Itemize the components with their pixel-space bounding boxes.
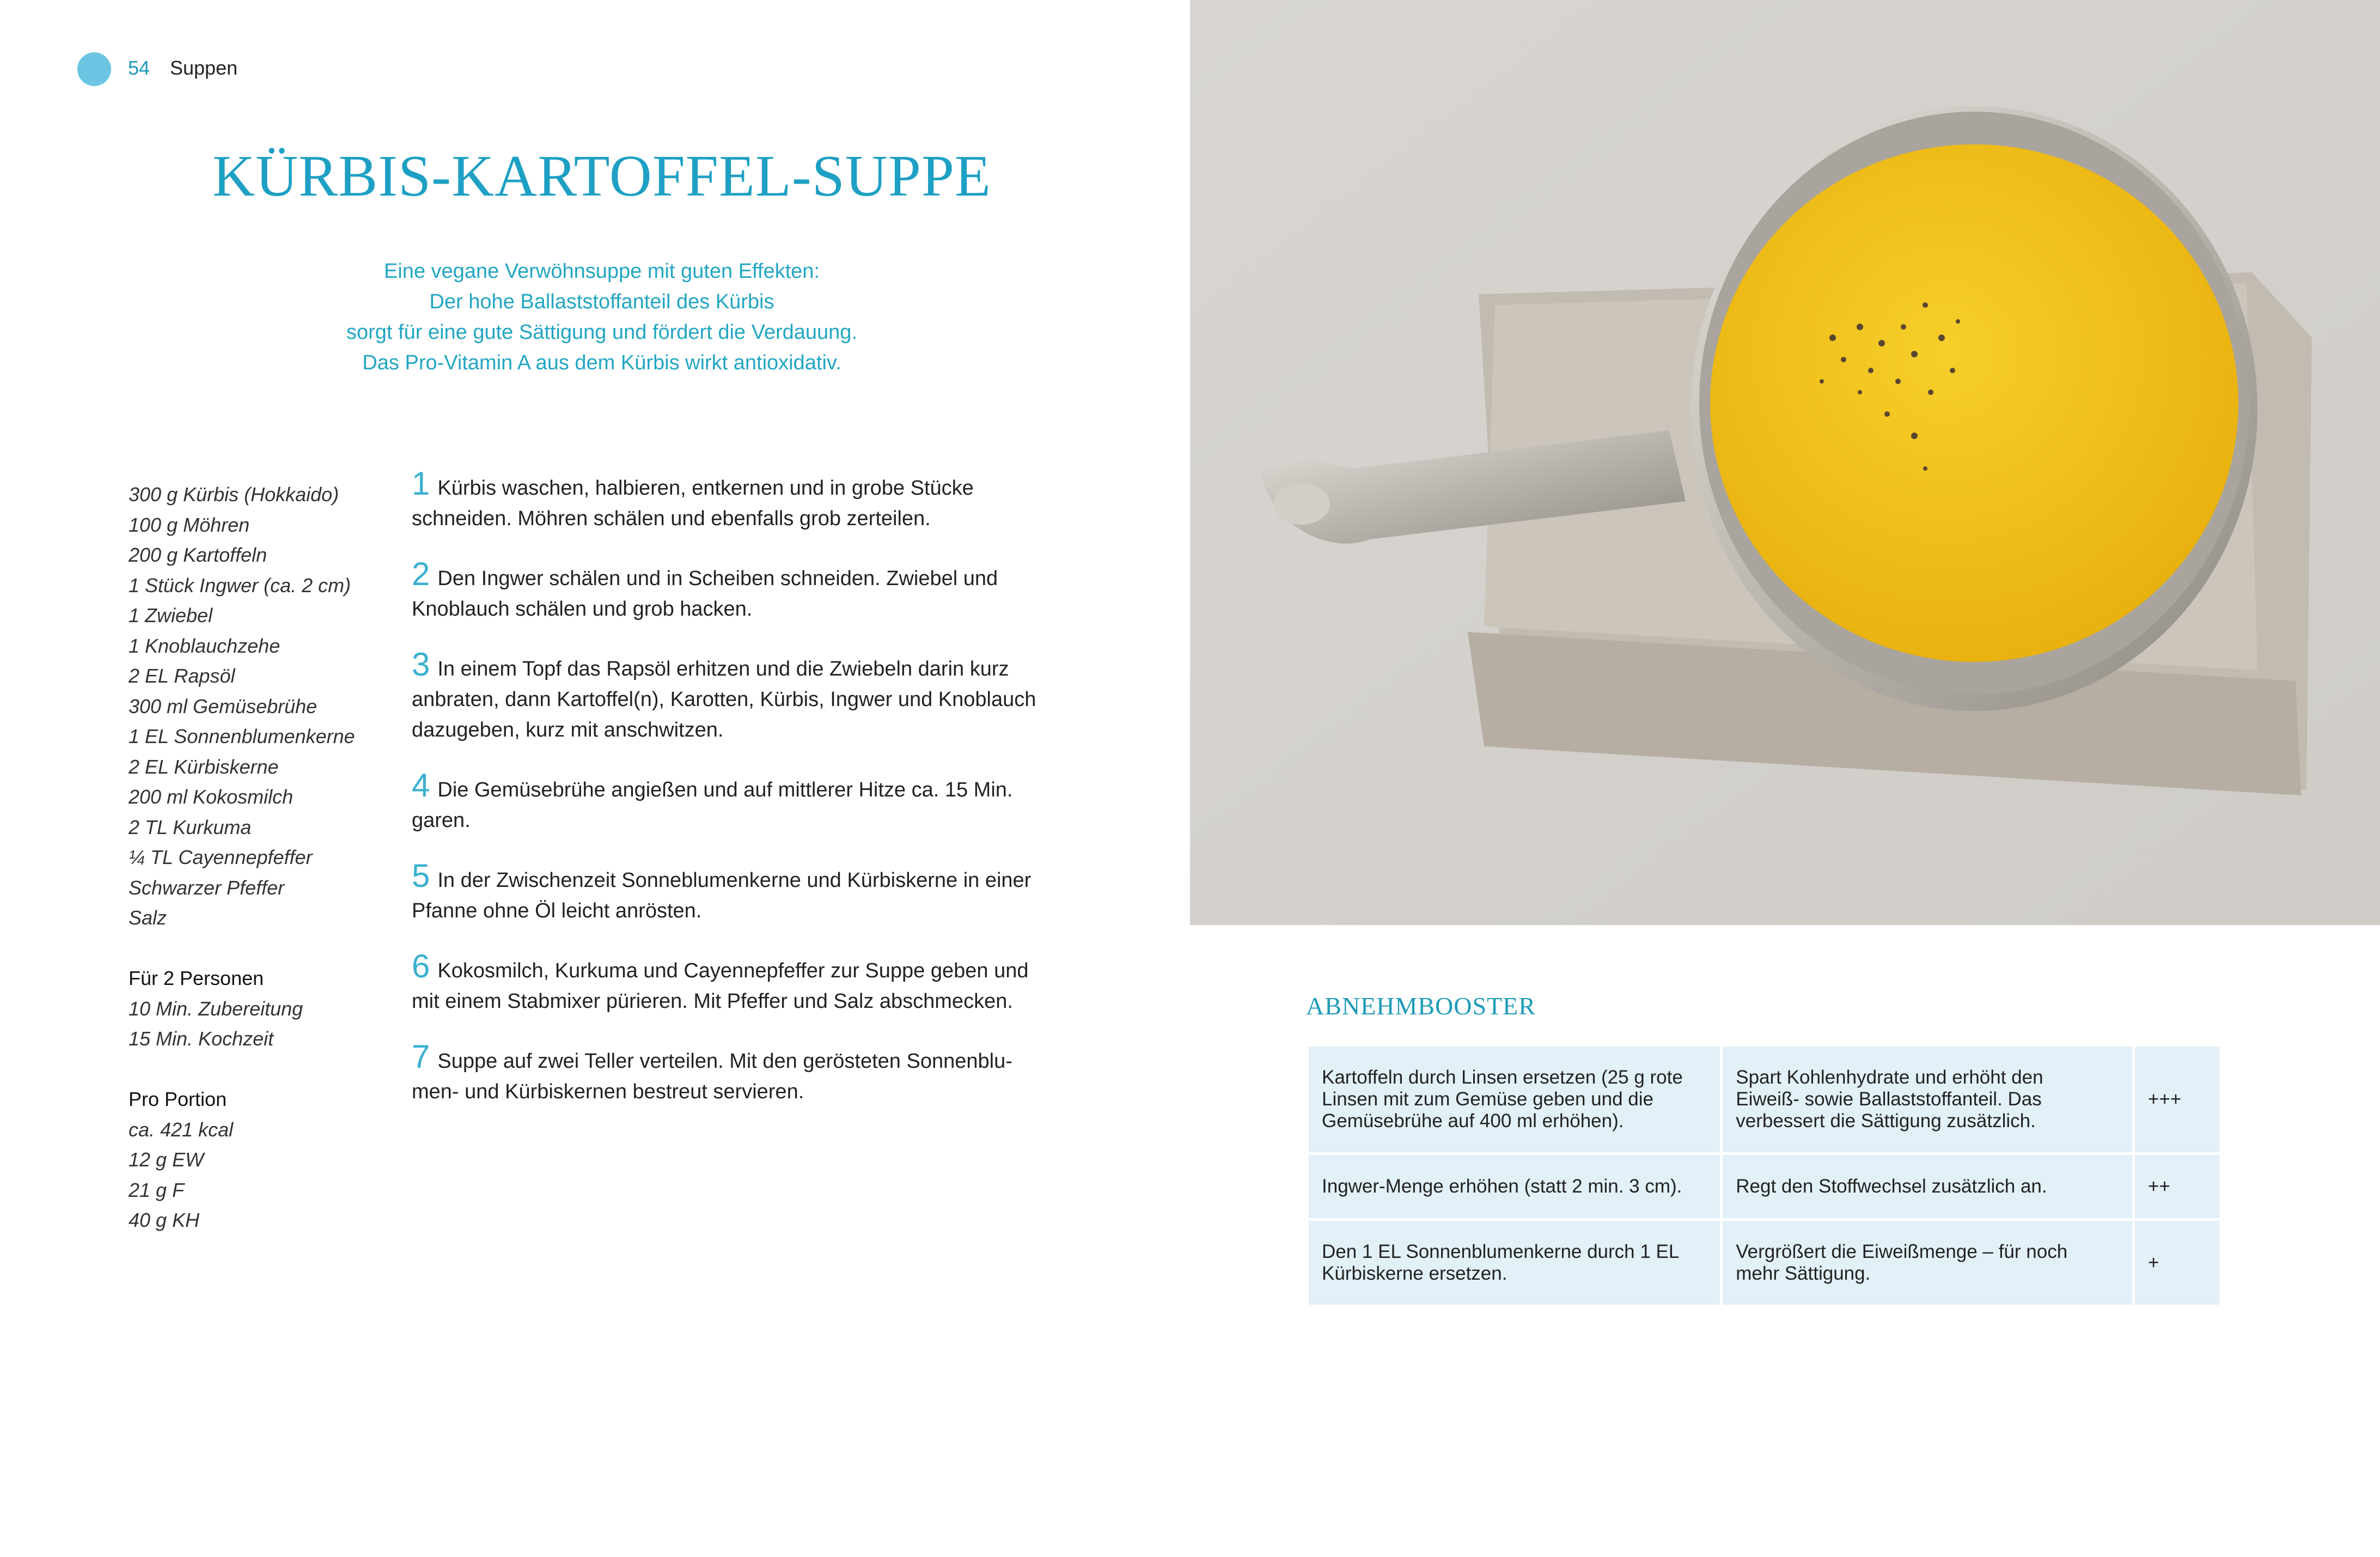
soup-pot-illustration bbox=[1190, 0, 2380, 925]
table-row bbox=[1308, 1154, 2221, 1220]
ingredient-item: 200 g Kartoffeln bbox=[129, 544, 267, 566]
step-text: Kokosmilch, Kurkuma und Cayennepfeffer zur Suppe geben und bbox=[437, 959, 1029, 982]
step-text: Knoblauch schälen und grob hacken. bbox=[412, 598, 753, 621]
booster-title: ABNEHMBOOSTER bbox=[1306, 992, 1536, 1020]
intro-line: Das Pro-Vitamin A aus dem Kürbis wirkt antioxidativ. bbox=[362, 351, 841, 374]
intro-line: Eine vegane Verwöhnsuppe mit guten Effekten: bbox=[384, 260, 820, 283]
prep-time: 10 Min. Zubereitung bbox=[129, 997, 303, 1020]
step-text: Suppe auf zwei Teller verteilen. Mit den gerösteten Sonnenblu- bbox=[437, 1050, 1012, 1073]
booster-rating: + bbox=[2133, 1220, 2220, 1306]
intro-line: sorgt für eine gute Sättigung und fördert die Verdauung. bbox=[346, 321, 857, 344]
ingredient-item: 100 g Möhren bbox=[129, 513, 250, 536]
booster-rating: +++ bbox=[2133, 1045, 2220, 1154]
ingredient-item: 200 ml Kokosmilch bbox=[129, 786, 294, 808]
step-text: anbraten, dann Kartoffel(n), Karotten, Kürbis, Ingwer und Knoblauch bbox=[412, 688, 1036, 711]
ingredient-item: ¼ TL Cayennepfeffer bbox=[129, 846, 313, 868]
booster-tip: Kartoffeln durch Linsen ersetzen (25 g rote Linsen mit zum Gemüse geben und die Gemüsebrühe auf 400 ml erhöhen). bbox=[1308, 1045, 1722, 1154]
step-number: 4 bbox=[412, 767, 430, 804]
step-text: Den Ingwer schälen und in Scheiben schneiden. Zwiebel und bbox=[437, 567, 998, 590]
ingredient-item: 2 TL Kurkuma bbox=[129, 816, 252, 838]
section-title: Suppen bbox=[170, 57, 238, 79]
nutrition-carbs: 40 g KH bbox=[129, 1209, 200, 1231]
step-3 bbox=[412, 646, 1076, 745]
ingredient-item: 1 Stück Ingwer (ca. 2 cm) bbox=[129, 574, 351, 597]
ingredient-item: 2 EL Kürbiskerne bbox=[129, 755, 279, 778]
table-row bbox=[1308, 1220, 2221, 1306]
booster-effect: Regt den Stoffwechsel zusätzlich an. bbox=[1722, 1154, 2134, 1220]
step-5 bbox=[412, 857, 1076, 926]
nutrition-kcal: ca. 421 kcal bbox=[129, 1118, 234, 1141]
ingredient-item: 1 Zwiebel bbox=[129, 604, 213, 627]
booster-tip: Ingwer-Menge erhöhen (statt 2 min. 3 cm). bbox=[1308, 1154, 1722, 1220]
ingredient-item: 1 Knoblauchzehe bbox=[129, 634, 280, 657]
ingredient-item: Schwarzer Pfeffer bbox=[129, 876, 285, 899]
ingredient-item: 1 EL Sonnenblumenkerne bbox=[129, 725, 355, 747]
booster-table bbox=[1306, 1044, 2222, 1307]
step-number: 3 bbox=[412, 646, 430, 683]
step-number: 1 bbox=[412, 465, 430, 502]
step-text: dazugeben, kurz mit anschwitzen. bbox=[412, 719, 724, 741]
step-text: In einem Topf das Rapsöl erhitzen und die Zwiebeln darin kurz bbox=[437, 658, 1009, 680]
step-1 bbox=[412, 465, 1076, 534]
step-text: garen. bbox=[412, 809, 471, 832]
step-text: Pfanne ohne Öl leicht anrösten. bbox=[412, 899, 702, 922]
soup-photo bbox=[1190, 0, 2380, 925]
step-6 bbox=[412, 948, 1076, 1017]
intro-line: Der hohe Ballaststoffanteil des Kürbis bbox=[429, 290, 774, 313]
step-text: Die Gemüsebrühe angießen und auf mittlerer Hitze ca. 15 Min. bbox=[437, 778, 1013, 801]
step-4 bbox=[412, 767, 1076, 836]
page-marker-dot bbox=[77, 52, 111, 86]
step-number: 5 bbox=[412, 857, 430, 894]
nutrition-protein: 12 g EW bbox=[129, 1148, 204, 1171]
ingredient-item: 300 ml Gemüsebrühe bbox=[129, 695, 318, 717]
step-number: 7 bbox=[412, 1038, 430, 1075]
table-row bbox=[1308, 1045, 2221, 1154]
ingredient-list bbox=[129, 479, 390, 1236]
step-7 bbox=[412, 1038, 1076, 1107]
nutrition-label: Pro Portion bbox=[129, 1088, 227, 1110]
cook-time: 15 Min. Kochzeit bbox=[129, 1027, 274, 1050]
nutrition-fat: 21 g F bbox=[129, 1178, 185, 1201]
booster-effect: Spart Kohlenhydrate und erhöht den Eiweiß- sowie Ballaststoffanteil. Das verbessert die Sättigung zusätzlich. bbox=[1722, 1045, 2134, 1154]
step-2 bbox=[412, 556, 1076, 624]
ingredient-item: 2 EL Rapsöl bbox=[129, 665, 235, 687]
page-number: 54 bbox=[128, 57, 150, 79]
step-text: Kürbis waschen, halbieren, entkernen und in grobe Stücke bbox=[437, 477, 974, 500]
step-text: men- und Kürbiskernen bestreut servieren. bbox=[412, 1080, 804, 1103]
ingredient-item: 300 g Kürbis (Hokkaido) bbox=[129, 483, 339, 506]
booster-tip: Den 1 EL Sonnenblumenkerne durch 1 EL Kürbiskerne ersetzen. bbox=[1308, 1220, 1722, 1306]
step-text: In der Zwischenzeit Sonneblumenkerne und Kürbiskerne in einer bbox=[437, 869, 1032, 892]
step-number: 2 bbox=[412, 556, 430, 592]
step-number: 6 bbox=[412, 948, 430, 984]
step-text: schneiden. Möhren schälen und ebenfalls grob zerteilen. bbox=[412, 507, 931, 530]
servings-label: Für 2 Personen bbox=[129, 967, 264, 989]
recipe-steps bbox=[412, 465, 1076, 1136]
booster-effect: Vergrößert die Eiweißmenge – für noch mehr Sättigung. bbox=[1722, 1220, 2134, 1306]
recipe-title: KÜRBIS-KARTOFFEL-SUPPE bbox=[212, 144, 991, 209]
step-text: mit einem Stabmixer pürieren. Mit Pfeffer und Salz abschmecken. bbox=[412, 990, 1013, 1013]
recipe-intro bbox=[0, 256, 1204, 378]
ingredient-item: Salz bbox=[129, 907, 167, 929]
booster-rating: ++ bbox=[2133, 1154, 2220, 1220]
